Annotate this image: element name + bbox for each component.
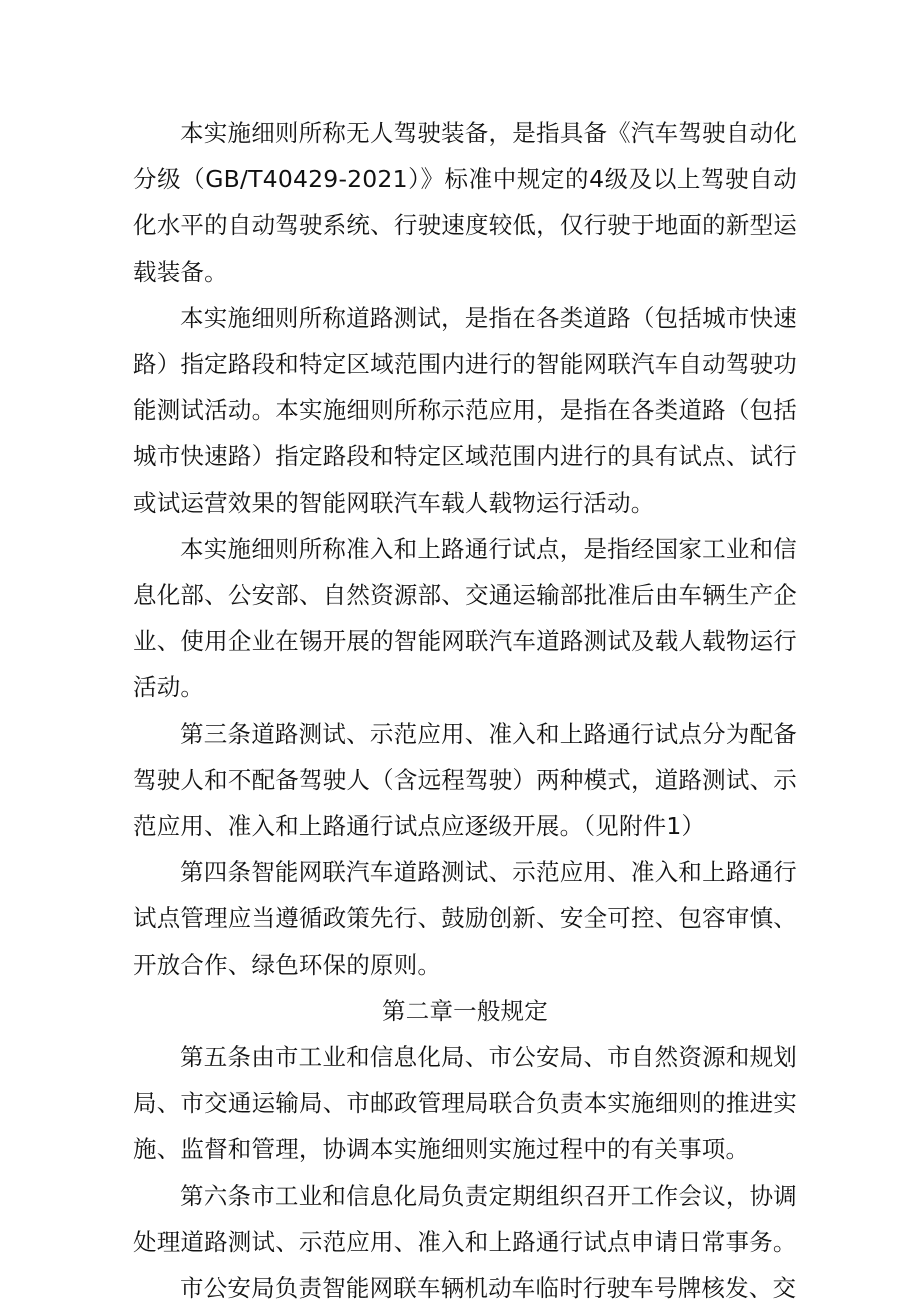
paragraph-article-5: 第五条由市工业和信息化局、市公安局、市自然资源和规划局、市交通运输局、市邮政管理局联合负责本实施细则的推进实施、监督和管理，协调本实施细则实施过程中的有关事项。 (133, 1043, 797, 1164)
document-body (133, 110, 797, 1311)
paragraph-road-test-definition: 本实施细则所称道路测试，是指在各类道路（包括城市快速路）指定路段和特定区域范围内进行的智能网联汽车自动驾驶功能测试活动。本实施细则所称示范应用，是指在各类道路（包括城市快速路）指定路段和特定区域范围内进行的具有试点、试行或试运营效果的智能网联汽车载人载物运行活动。 (133, 303, 797, 517)
paragraph-article-6: 第六条市工业和信息化局负责定期组织召开工作会议，协调处理道路测试、示范应用、准入和上路通行试点申请日常事务。 (133, 1181, 797, 1256)
paragraph-pilot-definition: 本实施细则所称准入和上路通行试点，是指经国家工业和信息化部、公安部、自然资源部、交通运输部批准后由车辆生产企业、使用企业在锡开展的智能网联汽车道路测试及载人载物运行活动。 (133, 534, 797, 702)
paragraph-article-3: 第三条道路测试、示范应用、准入和上路通行试点分为配备驾驶人和不配备驾驶人（含远程驾驶）两种模式，道路测试、示范应用、准入和上路通行试点应逐级开展。（见附件1） (133, 719, 797, 841)
paragraph-unmanned-equipment-definition: 本实施细则所称无人驾驶装备，是指具备《汽车驾驶自动化分级（GB/T40429-2021）》标准中规定的4级及以上驾驶自动化水平的自动驾驶系统、行驶速度较低，仅行驶于地面的新型运载装备。 (133, 119, 797, 286)
paragraph-public-security-duties: 市公安局负责智能网联车辆机动车临时行驶车号牌核发、交 (180, 1274, 797, 1303)
chapter-heading: 第二章一般规定 (382, 996, 548, 1025)
paragraph-article-4: 第四条智能网联汽车道路测试、示范应用、准入和上路通行试点管理应当遵循政策先行、鼓励创新、安全可控、包容审慎、开放合作、绿色环保的原则。 (133, 858, 797, 979)
